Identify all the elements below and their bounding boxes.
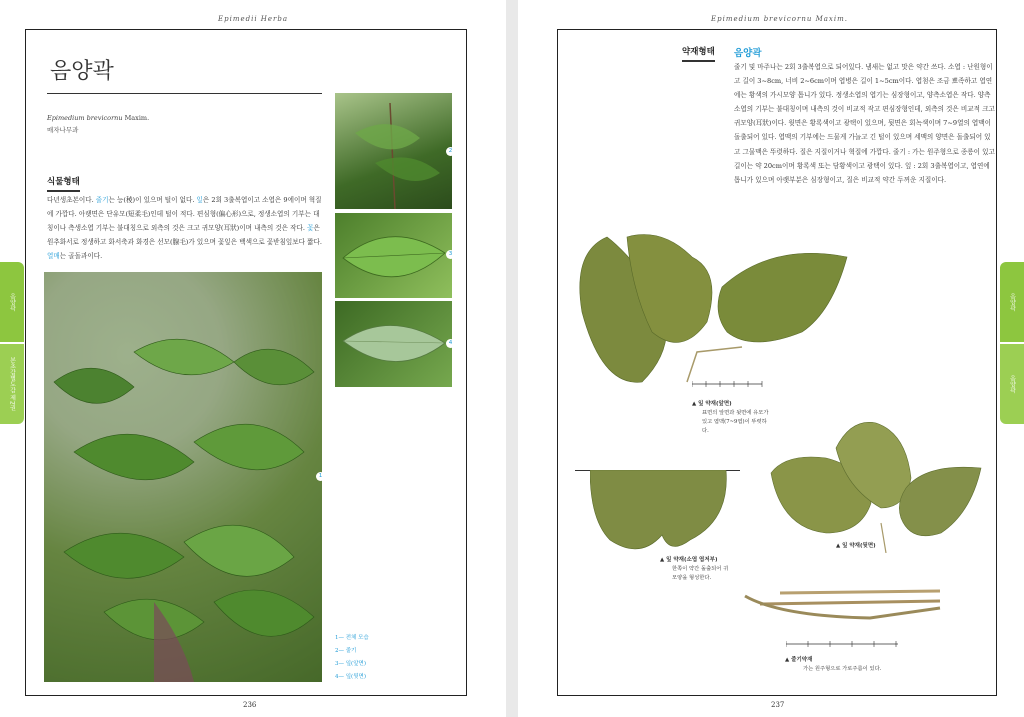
leaf-back-photo	[335, 301, 452, 387]
caption-title: ▲ 잎 약재(뒷면)	[836, 543, 876, 549]
caption-desc: 한쪽이 약간 돌출되어 귀모양을 형성한다.	[672, 566, 729, 581]
section-heading-herb: 약재형태	[682, 45, 715, 62]
specimen-stems	[740, 586, 945, 626]
caption-leaf-front	[692, 400, 772, 436]
caption-desc: 가는 원주형으로 가로주름이 있다.	[803, 666, 882, 672]
side-tab-left-bottom[interactable]: 본초감별도감 제2권	[0, 344, 24, 424]
photo-legend	[335, 632, 369, 684]
running-head-right: Epimedium brevicornu Maxim.	[711, 15, 848, 23]
body-text: 은 2회 3출복엽이고 소엽은 9에이며 혁질에 가깝다. 아랫면은 단유모(短柔毛)인데 털이 적다. 편심형(偏心形)으로, 정생소엽의 기부는 대칭이나 측생소엽 기부는 불대칭으로 외측의 것은 크고 귀모양(耳狀)이며 내측의 것은 작다.	[47, 196, 322, 232]
body-text: 다년생초본이다.	[47, 196, 96, 204]
photo-tag-4: 4	[446, 339, 452, 348]
left-page	[0, 0, 506, 717]
legend-item: 3— 잎(앞면)	[335, 661, 366, 667]
scientific-name: Epimedium brevicornu	[47, 114, 123, 122]
plant-main-photo	[44, 272, 322, 682]
body-text: 는 능(稜)이 있으며 털이 없다.	[108, 196, 197, 204]
page-title: 음양곽	[50, 59, 114, 84]
running-head-left: Epimedii Herba	[218, 15, 289, 23]
photo-tag-3: 3	[446, 250, 452, 259]
side-tab-right-top[interactable]: 음양곽	[1000, 262, 1024, 342]
caption-leaf-base	[660, 556, 730, 583]
specimen-leaf-base	[590, 470, 730, 560]
side-tab-left-top[interactable]: 음양곽	[0, 262, 24, 342]
herb-description: 줄기 및 마주나는 2회 3출복엽으로 되어있다. 냄새는 없고 맛은 약간 쓰다. 소엽 : 난원형이고 길이 3~8cm, 너비 2~6cm이며 엽병은 길이 1~5cm이다. 엽첨은 조금 뾰족하고 엽연에는 황색의 가시모양 톱니가 있다. 정생소엽의 엽기는 심장형이고, 양측소엽은 작다. 양측소엽의 기부는 불대칭이며 내측의 것이 비교적 작고 편심장형인데, 외측의 것은 비교적 크고 귀모양(耳狀)이다. 윗면은 황록색이고 광택이 있으며, 뒷면은 회녹색이며 7~9열의 엽맥이 돌출되어 있다. 엽맥의 기부에는 드물게 가늘고 긴 털이 있으며 세맥의 양면은 돌출되어 있고 그물맥은 뚜렷하다. 질은 지질이거나 혁질에 가깝다. 줄기 : 가는 원주형으로 종릉이 있고 길이는 약 20cm이며 황록색 또는 담황색이고 광택이 있다. 잎 : 2회 3출복엽이고, 엽연에 톱니가 있으며 아랫부분은 심장형이고, 질은 비교적 약간 두꺼운 지질이다.	[734, 63, 995, 184]
title-rule	[47, 93, 322, 94]
family-name: 매자나무과	[47, 126, 79, 134]
section-heading-plant: 식물형태	[47, 175, 80, 192]
caption-title: ▲ 줄기약재	[785, 657, 813, 663]
scale-bar-1	[692, 380, 772, 394]
leaf-front-photo	[335, 213, 452, 298]
legend-item: 4— 잎(뒷면)	[335, 674, 366, 680]
highlighted-term: 잎	[196, 196, 203, 204]
caption-title: ▲ 잎 약재(앞면)	[692, 401, 732, 407]
caption-stems	[785, 656, 881, 674]
scale-bar-2	[786, 640, 906, 654]
author-name: Maxim.	[124, 114, 150, 122]
highlighted-term: 꽃	[307, 224, 314, 232]
highlighted-term: 줄기	[95, 196, 109, 204]
caption-leaf-back	[836, 542, 876, 551]
specimen-leaf-front	[572, 232, 852, 402]
body-text: 은 원추화서로 정생하고 화서축과 화경은 선모(腺毛)가 있으며 꽃잎은 백색으로 꽃받침잎보다 짧다.	[47, 224, 322, 246]
plant-description	[47, 193, 322, 263]
highlighted-term: 열매	[47, 252, 60, 260]
photo-tag-2: 2	[446, 147, 452, 156]
legend-item: 1— 전체 모습	[335, 635, 369, 641]
body-text: 는 골돌과이다.	[59, 252, 103, 260]
legend-item: 2— 줄기	[335, 648, 357, 654]
stem-photo	[335, 93, 452, 209]
specimen-leaf-back	[766, 418, 986, 553]
side-tab-right-bottom[interactable]: 음양곽	[1000, 344, 1024, 424]
page-number-left: 236	[243, 701, 257, 709]
caption-desc: 표면의 앞면과 뒷면에 유모가 있고 엽맥(7~9엽)이 뚜렷하다.	[702, 410, 769, 434]
herb-name: 음양곽	[734, 48, 762, 59]
scientific-name-block	[47, 112, 149, 136]
caption-title: ▲ 잎 약재(소엽 엽저부)	[660, 557, 718, 563]
page-number-right: 237	[771, 701, 785, 709]
photo-tag-1: 1	[316, 472, 322, 481]
